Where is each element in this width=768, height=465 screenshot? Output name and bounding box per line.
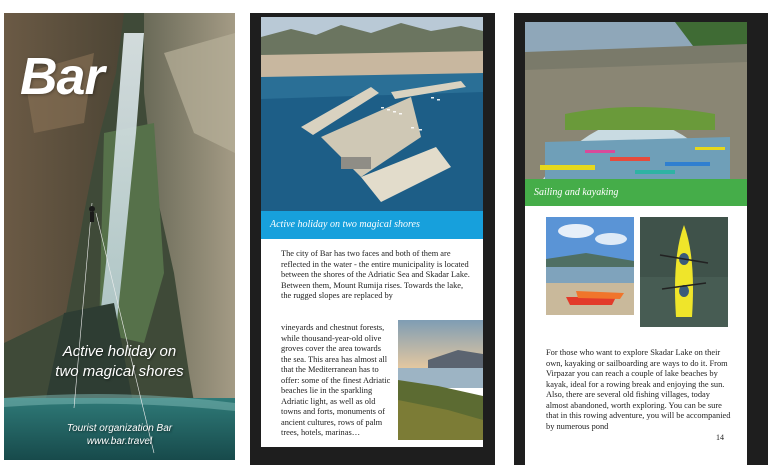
cover-footer <box>4 422 235 448</box>
page-2-paragraph-top: The city of Bar has two faces and both of them are reflected in the water - the entire municipality is located between the shores of the Adriatic Sea and Skadar Lake. Between them, Mount Rumija rises. Towards the lake, the rugged slopes are replaced by <box>281 249 470 301</box>
publisher-name: Tourist organization Bar <box>66 423 173 434</box>
brochure-page-2 <box>250 13 495 465</box>
cover-subtitle <box>4 342 235 382</box>
marina-aerial-photo <box>261 17 483 211</box>
coastline-photo <box>398 320 483 440</box>
brochure-page-3 <box>514 13 768 465</box>
page-number: 14 <box>716 433 724 442</box>
page-3-heading: Sailing and kayaking <box>525 179 747 206</box>
cover-title: Bar <box>20 48 104 106</box>
page-2-heading: Active holiday on two magical shores <box>261 211 483 239</box>
cover-subtitle-line-1: Active holiday on <box>62 343 177 360</box>
cover-subtitle-line-2: two magical shores <box>55 363 184 380</box>
beach-kayaks-photo <box>546 217 634 315</box>
page-3-paragraph: For those who want to explore Skadar Lake on their own, kayaking or sailboarding are ways to do it. From Virpazar you can reach a couple of lake beaches by kayak, ideal for a rowing break and enjoying the sun. Also, there are several old fishing villages, today almost abandoned, worth exploring. You can be sure that in this rowing adventure, you will be accompanied by numerous pond <box>546 348 731 431</box>
stone-bridge-kayaks-photo <box>525 22 747 179</box>
yellow-kayak-aerial-photo <box>640 217 728 327</box>
page-3-sheet <box>525 22 747 465</box>
page-2-sheet <box>261 17 483 447</box>
website-link[interactable]: www.bar.travel <box>86 436 153 447</box>
page-2-paragraph-bottom: vineyards and chestnut forests, while thousand-year-old olive groves cover the area towards the sea. This area has almost all that the Mediterranean has to offer: some of the finest Adriatic beaches lie in the sparkling Adriatic light, as well as old towns and forts, monuments of ancient cultures, rows of palm trees, hotels, marinas… <box>281 323 391 438</box>
cover-page <box>4 13 235 460</box>
